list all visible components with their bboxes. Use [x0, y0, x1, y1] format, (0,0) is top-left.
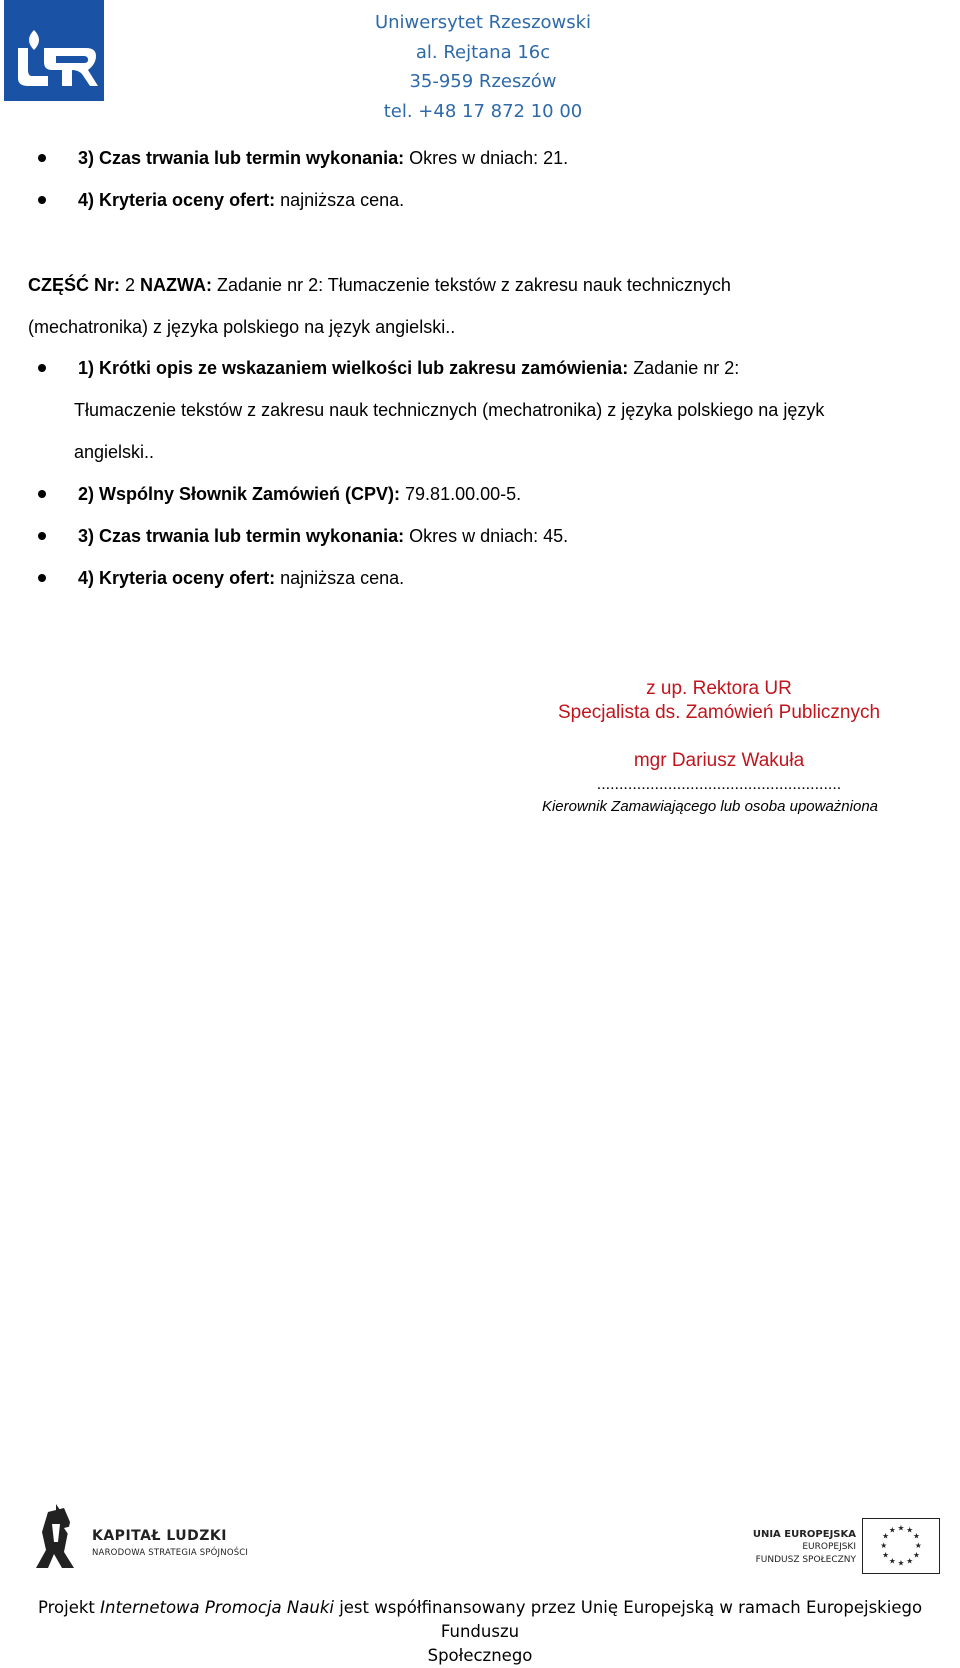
svg-text:★: ★: [897, 1523, 905, 1533]
svg-text:★: ★: [880, 1540, 888, 1550]
bullet-icon: [38, 574, 46, 582]
part2-item2: [78, 484, 521, 505]
svg-text:★: ★: [882, 1550, 890, 1560]
eu-line1: UNIA EUROPEJSKA: [752, 1529, 856, 1540]
item-label: 4) Kryteria oceny ofert:: [78, 190, 276, 210]
signature-role: Kierownik Zamawiającego lub osoba upoważniona: [541, 798, 879, 815]
part2-item1-line3: angielski..: [74, 442, 155, 462]
eu-fund-text: [730, 1528, 856, 1567]
kapital-ludzki-logo-icon: [34, 1502, 80, 1570]
bullet-icon: [38, 364, 46, 372]
footer-line1: [0, 1596, 960, 1644]
footer-prefix: Projekt: [37, 1598, 101, 1617]
svg-text:★: ★: [906, 1556, 914, 1566]
signature-name: mgr Dariusz Wakuła: [633, 750, 805, 771]
item-value: Okres w dniach: 21.: [404, 148, 569, 168]
eu-flag-icon: [862, 1518, 940, 1574]
item-label: 1) Krótki opis ze wskazaniem wielkości lub zakresu zamówienia:: [78, 358, 629, 378]
city-postcode: 35-959 Rzeszów: [409, 71, 557, 92]
footer-project-name: Internetowa Promocja Nauki: [100, 1598, 334, 1617]
item-value: 79.81.00.00-5.: [400, 484, 522, 504]
part2-heading-line2: (mechatronika) z języka polskiego na język angielski..: [28, 317, 456, 337]
university-name: Uniwersytet Rzeszowski: [374, 12, 592, 33]
part2-heading: [28, 275, 731, 296]
bullet-icon: [38, 532, 46, 540]
part2-item1: [78, 358, 739, 379]
part1-item4: [78, 190, 404, 211]
item-label: 4) Kryteria oceny ofert:: [78, 568, 276, 588]
project-footer: [0, 1596, 960, 1668]
eu-line3: FUNDUSZ SPOŁECZNY: [755, 1555, 856, 1565]
svg-text:★: ★: [888, 1556, 896, 1566]
kapital-ludzki-subtitle: NARODOWA STRATEGIA SPÓJNOŚCI: [92, 1548, 249, 1558]
bullet-icon: [38, 490, 46, 498]
header-address: [330, 8, 636, 126]
item-value: Zadanie nr 2:: [628, 358, 740, 378]
item-value: Okres w dniach: 45.: [404, 526, 569, 546]
svg-text:★: ★: [897, 1558, 905, 1568]
bullet-icon: [38, 196, 46, 204]
university-logo: [4, 0, 104, 101]
footer-suffix: jest współfinansowany przez Unię Europejską w ramach Europejskiego Funduszu: [333, 1598, 923, 1641]
svg-text:★: ★: [882, 1531, 890, 1541]
bullet-icon: [38, 154, 46, 162]
item-value: najniższa cena.: [275, 190, 405, 210]
ur-emblem-icon: [4, 0, 104, 101]
phone-number: tel. +48 17 872 10 00: [383, 100, 583, 122]
name-label: NAZWA:: [140, 275, 213, 295]
svg-text:★: ★: [912, 1531, 920, 1541]
name-value: Zadanie nr 2: Tłumaczenie tekstów z zakresu nauk technicznych: [212, 275, 731, 295]
eu-line2: EUROPEJSKI: [802, 1542, 856, 1552]
signature-line2: Specjalista ds. Zamówień Publicznych: [557, 702, 881, 723]
part2-item1-line2: Tłumaczenie tekstów z zakresu nauk technicznych (mechatronika) z języka polskiego na język: [74, 400, 825, 420]
footer-line2: Społecznego: [427, 1646, 533, 1665]
item-label: 3) Czas trwania lub termin wykonania:: [78, 148, 405, 168]
part-number: 2: [120, 275, 141, 295]
svg-text:★: ★: [888, 1525, 896, 1535]
item-label: 2) Wspólny Słownik Zamówień (CPV):: [78, 484, 401, 504]
kapital-ludzki-title: KAPITAŁ LUDZKI: [92, 1528, 227, 1544]
svg-text:★: ★: [906, 1525, 914, 1535]
part2-item3: [78, 526, 568, 547]
street-address: al. Rejtana 16c: [415, 41, 551, 63]
part-label: CZĘŚĆ Nr:: [28, 275, 121, 295]
item-value: najniższa cena.: [275, 568, 405, 588]
svg-text:★: ★: [912, 1550, 920, 1560]
item-label: 3) Czas trwania lub termin wykonania:: [78, 526, 405, 546]
svg-text:★: ★: [914, 1540, 922, 1550]
part1-item3: [78, 148, 568, 169]
part2-item4: [78, 568, 404, 589]
signature-dots: .......................................................: [596, 776, 842, 793]
signature-line1: z up. Rektora UR: [646, 678, 792, 699]
